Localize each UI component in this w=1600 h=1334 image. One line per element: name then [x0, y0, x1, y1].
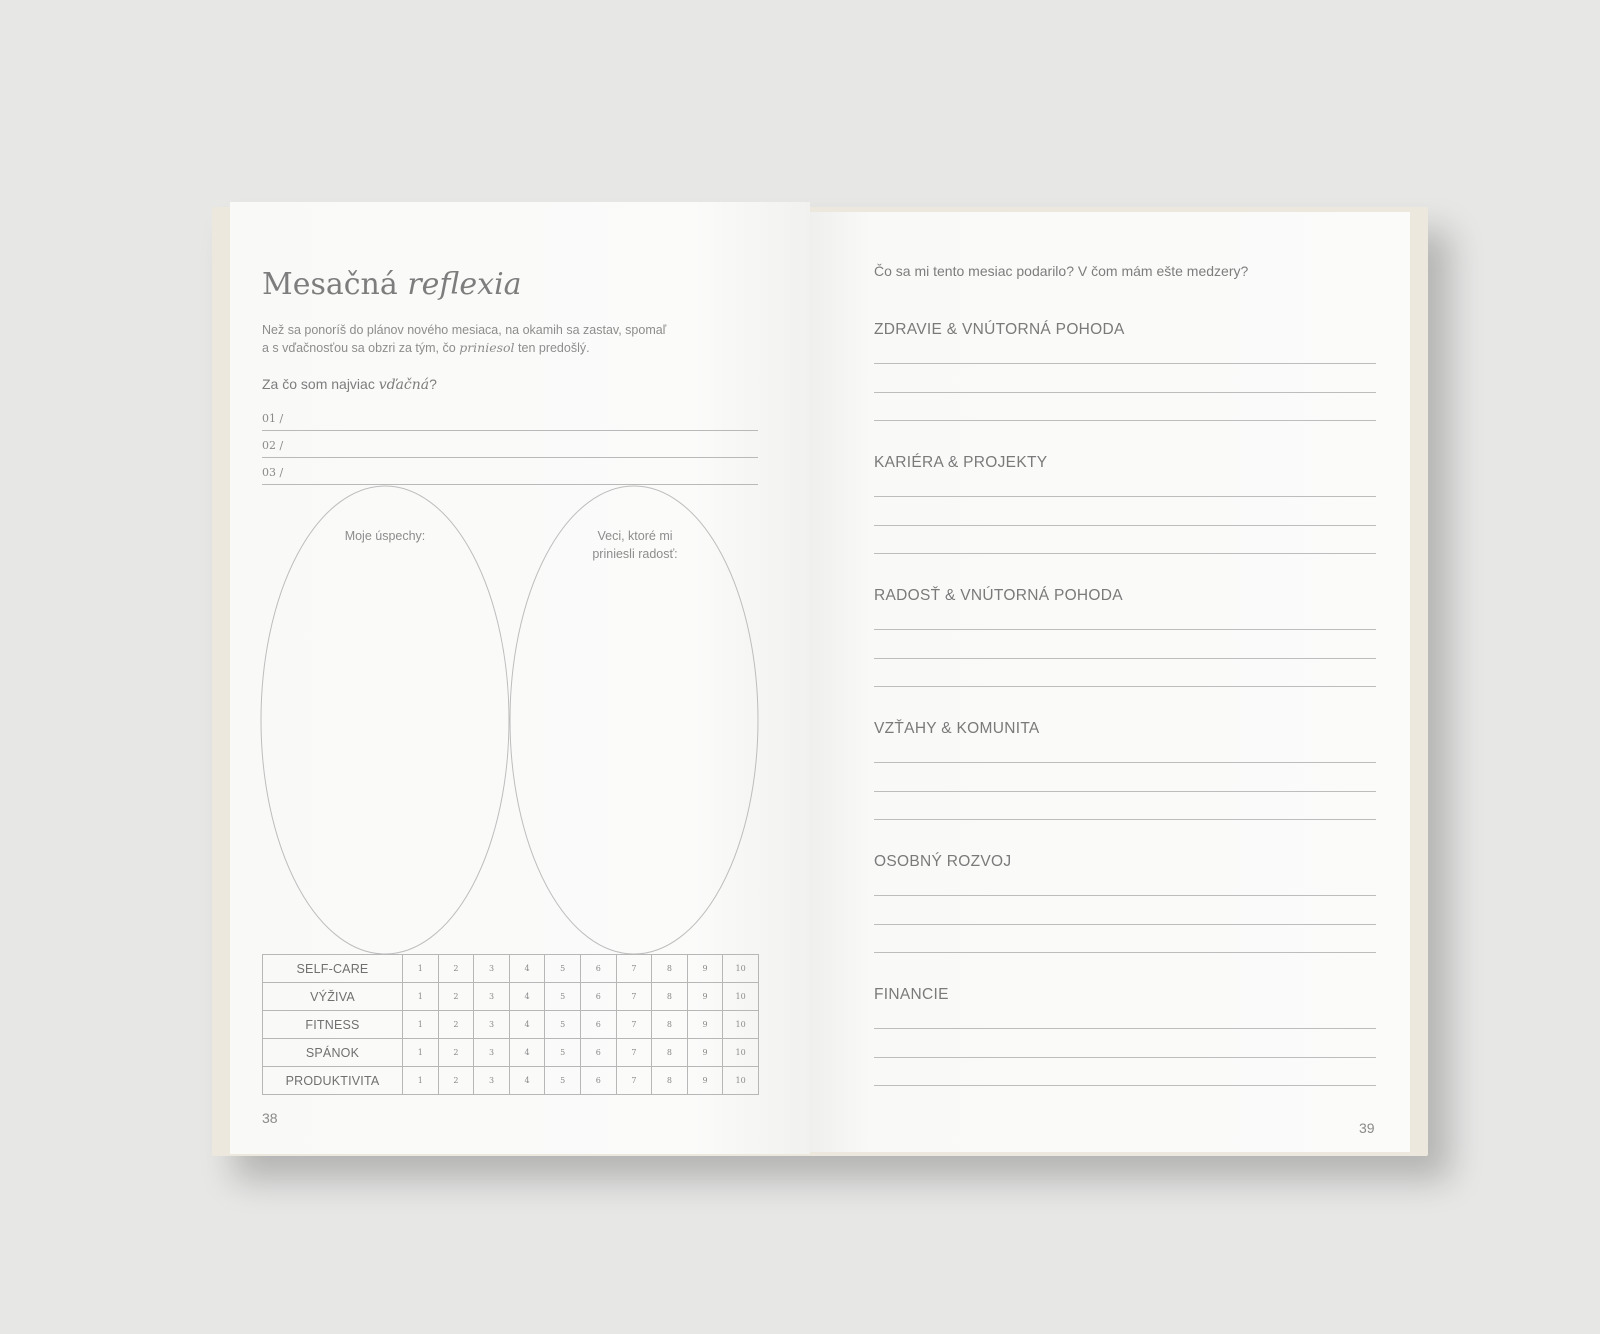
writing-line[interactable]: [874, 819, 1376, 820]
writing-line[interactable]: [874, 553, 1376, 554]
scale-cell[interactable]: 8: [652, 1039, 688, 1067]
scale-cell[interactable]: 1: [403, 983, 439, 1011]
scale-cell[interactable]: 1: [403, 1039, 439, 1067]
scale-cell[interactable]: 4: [509, 1011, 545, 1039]
gratitude-question: Za čo som najviac vďačná?: [262, 376, 437, 393]
scale-row: [263, 1011, 759, 1039]
intro-line-2: a s vďačnosťou sa obzri za tým, čo priniesol ten predošlý.: [262, 340, 590, 355]
scale-cell[interactable]: 10: [723, 1011, 759, 1039]
scale-cell[interactable]: 1: [403, 1011, 439, 1039]
intro-text: [262, 321, 722, 357]
writing-line[interactable]: [874, 525, 1376, 526]
scale-cell[interactable]: 5: [545, 983, 581, 1011]
writing-line[interactable]: [874, 952, 1376, 953]
writing-line[interactable]: [874, 762, 1376, 763]
section-title: ZDRAVIE & VNÚTORNÁ POHODA: [874, 321, 1125, 338]
scale-cell[interactable]: 9: [687, 1067, 723, 1095]
scale-row-label: VÝŽIVA: [263, 983, 403, 1011]
scale-cell[interactable]: 3: [474, 1011, 510, 1039]
scale-cell[interactable]: 8: [652, 1067, 688, 1095]
scale-row-label: SPÁNOK: [263, 1039, 403, 1067]
achievements-oval[interactable]: [261, 486, 509, 954]
scale-cell[interactable]: 4: [509, 1039, 545, 1067]
achievements-label: Moje úspechy:: [344, 529, 426, 543]
scale-cell[interactable]: 8: [652, 955, 688, 983]
scale-cell[interactable]: 4: [509, 1067, 545, 1095]
rating-scale-table: [262, 954, 759, 1095]
scale-cell[interactable]: 1: [403, 1067, 439, 1095]
scale-cell[interactable]: 10: [723, 1039, 759, 1067]
scale-cell[interactable]: 5: [545, 955, 581, 983]
scale-cell[interactable]: 7: [616, 1039, 652, 1067]
writing-line[interactable]: [874, 1028, 1376, 1029]
gratitude-line-1[interactable]: [262, 408, 758, 431]
scale-row: [263, 1067, 759, 1095]
scale-cell[interactable]: 7: [616, 955, 652, 983]
reflection-question: Čo sa mi tento mesiac podarilo? V čom mám ešte medzery?: [874, 263, 1249, 279]
writing-line[interactable]: [874, 686, 1376, 687]
gratitude-line-2[interactable]: [262, 435, 758, 458]
scale-cell[interactable]: 1: [403, 955, 439, 983]
scale-cell[interactable]: 7: [616, 1011, 652, 1039]
writing-line[interactable]: [874, 658, 1376, 659]
scale-cell[interactable]: 4: [509, 955, 545, 983]
scale-cell[interactable]: 2: [438, 1067, 474, 1095]
page-number-left: 38: [262, 1110, 278, 1126]
scale-cell[interactable]: 8: [652, 983, 688, 1011]
scale-row: [263, 983, 759, 1011]
gratitude-line-number: 03 /: [262, 466, 284, 479]
section-title: FINANCIE: [874, 986, 949, 1003]
scale-cell[interactable]: 5: [545, 1067, 581, 1095]
scale-cell[interactable]: 7: [616, 983, 652, 1011]
scale-row-label: SELF-CARE: [263, 955, 403, 983]
scale-cell[interactable]: 9: [687, 1011, 723, 1039]
gratitude-line-number: 01 /: [262, 412, 284, 425]
writing-line[interactable]: [874, 1057, 1376, 1058]
intro-line-1: Než sa ponoríš do plánov nového mesiaca, na okamih sa zastav, spomaľ: [262, 323, 667, 337]
scale-cell[interactable]: 10: [723, 1067, 759, 1095]
page-title: [262, 267, 522, 302]
scale-row-label: FITNESS: [263, 1011, 403, 1039]
scale-cell[interactable]: 3: [474, 1067, 510, 1095]
scale-cell[interactable]: 6: [580, 983, 616, 1011]
scale-cell[interactable]: 8: [652, 1011, 688, 1039]
gratitude-line-number: 02 /: [262, 439, 284, 452]
page-number-right: 39: [1359, 1120, 1375, 1136]
scale-row: [263, 955, 759, 983]
joy-label: Veci, ktoré mi priniesli radosť:: [592, 529, 678, 561]
scale-cell[interactable]: 4: [509, 983, 545, 1011]
title-italic: reflexia: [407, 267, 522, 302]
writing-line[interactable]: [874, 363, 1376, 364]
scale-cell[interactable]: 2: [438, 955, 474, 983]
scale-cell[interactable]: 3: [474, 1039, 510, 1067]
scale-cell[interactable]: 9: [687, 1039, 723, 1067]
section-title: VZŤAHY & KOMUNITA: [874, 720, 1040, 737]
scale-cell[interactable]: 10: [723, 983, 759, 1011]
writing-line[interactable]: [874, 791, 1376, 792]
scale-cell[interactable]: 2: [438, 1039, 474, 1067]
scale-row: [263, 1039, 759, 1067]
section-title: RADOSŤ & VNÚTORNÁ POHODA: [874, 587, 1123, 604]
gratitude-line-3[interactable]: [262, 462, 758, 485]
scale-row-label: PRODUKTIVITA: [263, 1067, 403, 1095]
scale-cell[interactable]: 3: [474, 983, 510, 1011]
section-title: KARIÉRA & PROJEKTY: [874, 454, 1048, 471]
scale-cell[interactable]: 5: [545, 1039, 581, 1067]
section-title: OSOBNÝ ROZVOJ: [874, 853, 1012, 870]
scale-cell[interactable]: 9: [687, 983, 723, 1011]
scale-cell[interactable]: 2: [438, 983, 474, 1011]
scale-cell[interactable]: 3: [474, 955, 510, 983]
scale-cell[interactable]: 5: [545, 1011, 581, 1039]
writing-line[interactable]: [874, 1085, 1376, 1086]
writing-line[interactable]: [874, 420, 1376, 421]
scale-cell[interactable]: 9: [687, 955, 723, 983]
writing-line[interactable]: [874, 924, 1376, 925]
right-page: [810, 212, 1410, 1152]
writing-line[interactable]: [874, 496, 1376, 497]
writing-line[interactable]: [874, 895, 1376, 896]
scale-cell[interactable]: 6: [580, 955, 616, 983]
scale-cell[interactable]: 7: [616, 1067, 652, 1095]
scale-cell[interactable]: 2: [438, 1011, 474, 1039]
title-main: Mesačná: [262, 267, 398, 302]
scale-cell[interactable]: 6: [580, 1067, 616, 1095]
scale-cell[interactable]: 10: [723, 955, 759, 983]
scale-cell[interactable]: 6: [580, 1011, 616, 1039]
writing-line[interactable]: [874, 629, 1376, 630]
writing-line[interactable]: [874, 392, 1376, 393]
scale-cell[interactable]: 6: [580, 1039, 616, 1067]
